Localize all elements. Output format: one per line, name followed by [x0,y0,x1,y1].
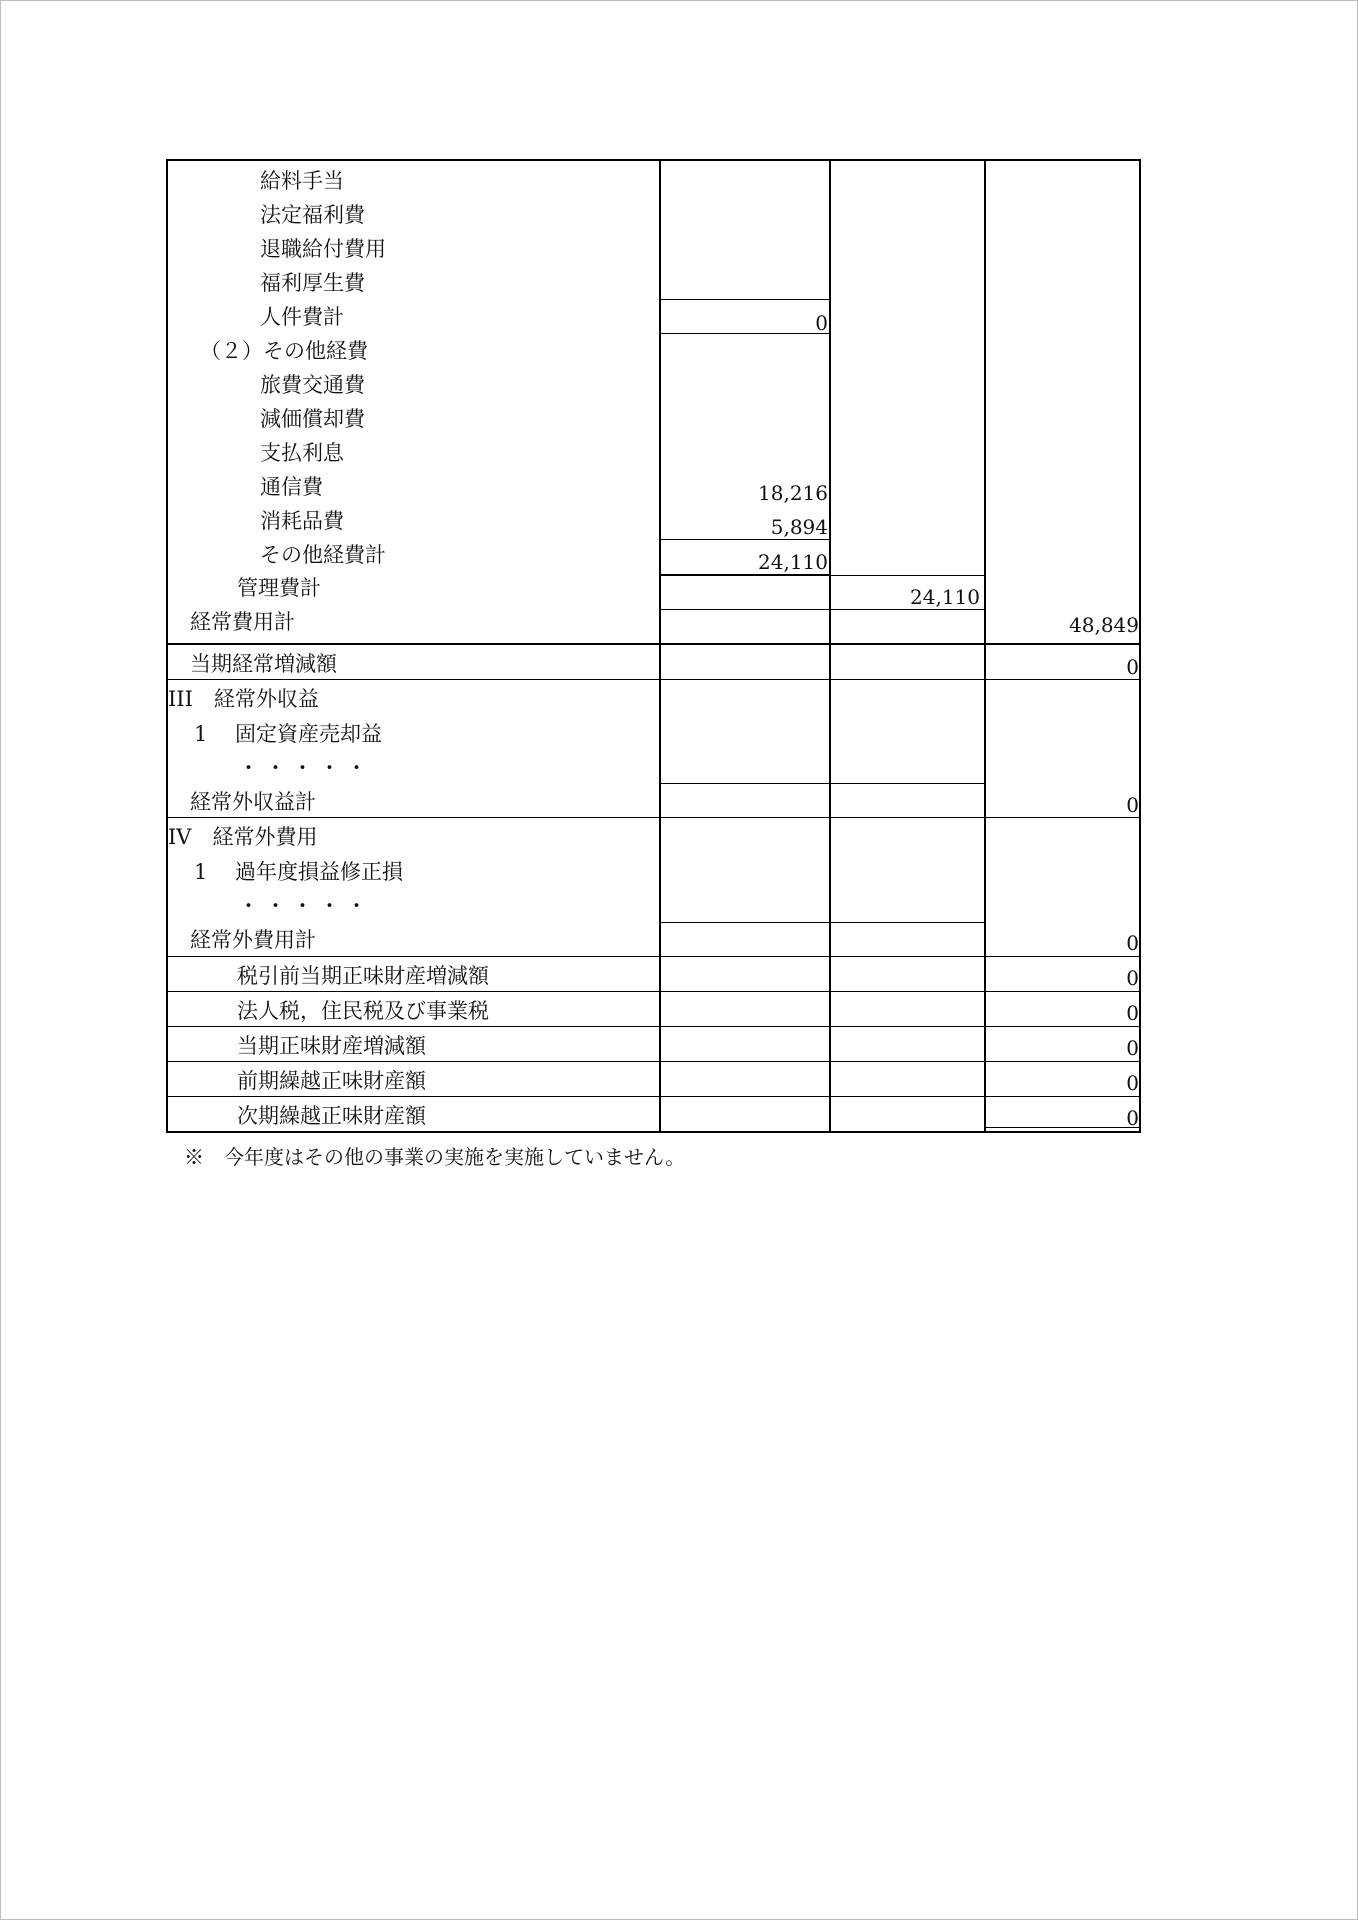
row-label: 法定福利費 [260,203,365,227]
table-border-right [1139,159,1141,1133]
amount-col3: 0 [1126,1001,1139,1025]
rule-personnel-bottom [659,333,829,334]
amount-col3: 0 [1126,966,1139,990]
rule-admin-bottom [659,609,984,610]
amount-col3: 0 [1126,931,1139,955]
row-label: （２）その他経費 [200,339,368,363]
table-border-top [166,159,1141,161]
row-label: 福利厚生費 [260,271,365,295]
amount-col3: 0 [1126,655,1139,679]
row-label: 経常外収益計 [190,790,316,814]
row-label: 給料手当 [260,169,344,193]
amount-col1: 5,894 [770,515,828,539]
rule-row-pretax [166,956,1141,957]
amount-col3: 0 [1126,1071,1139,1095]
rule-admin-top [659,575,984,576]
rule-row-next [166,1096,1141,1097]
row-label: 通信費 [260,475,323,499]
row-label: 経常外費用計 [190,928,316,952]
row-label: 1 過年度損益修正損 [194,860,404,884]
amount-col3: 48,849 [1069,613,1139,637]
rule-personnel-top [659,299,829,300]
row-label: 当期経常増減額 [190,652,337,676]
row-label-ellipsis: ・・・・・ [238,894,373,918]
row-label: 支払利息 [260,441,344,465]
row-label: 減価償却費 [260,407,365,431]
rule-other-top [659,539,829,540]
row-label: 当期正味財産増減額 [237,1034,426,1058]
row-label-ellipsis: ・・・・・ [238,756,373,780]
row-label: 前期繰越正味財産額 [237,1069,426,1093]
amount-col1: 18,216 [758,481,828,505]
rule-row-prior [166,1061,1141,1062]
row-label: 旅費交通費 [260,373,365,397]
row-label: 管理費計 [237,576,321,600]
financial-statement-table [166,159,1141,1133]
row-label: IV 経常外費用 [168,825,318,849]
column-divider-1 [659,159,661,1133]
row-label: III 経常外収益 [168,687,319,711]
column-divider-2 [829,159,831,1133]
row-label: その他経費計 [260,543,386,567]
amount-col1: 0 [815,311,828,335]
table-border-left [166,159,168,1133]
amount-col1: 24,110 [758,550,828,574]
amount-col3: 0 [1126,1036,1139,1060]
row-label: 経常費用計 [190,610,295,634]
rule-extra-expense-subtotal [659,922,984,923]
rule-row-change [166,1026,1141,1027]
row-label: 消耗品費 [260,509,344,533]
amount-col3: 0 [1126,1106,1139,1130]
row-label: 人件費計 [260,305,344,329]
rule-section-extra-expense [166,817,1141,818]
rule-extra-income-subtotal [659,783,984,784]
row-label: 次期繰越正味財産額 [237,1104,426,1128]
rule-row-tax [166,991,1141,992]
row-label: 法人税，住民税及び事業税 [237,999,489,1023]
row-label: 1 固定資産売却益 [194,722,383,746]
row-label: 税引前当期正味財産増減額 [237,964,489,988]
footnote: ※ 今年度はその他の事業の実施を実施していません。 [184,1145,686,1169]
rule-section-ordinary [166,643,1141,645]
amount-col3: 0 [1126,793,1139,817]
amount-col2: 24,110 [910,585,980,609]
rule-section-extra-income [166,679,1141,680]
row-label: 退職給付費用 [260,237,386,261]
